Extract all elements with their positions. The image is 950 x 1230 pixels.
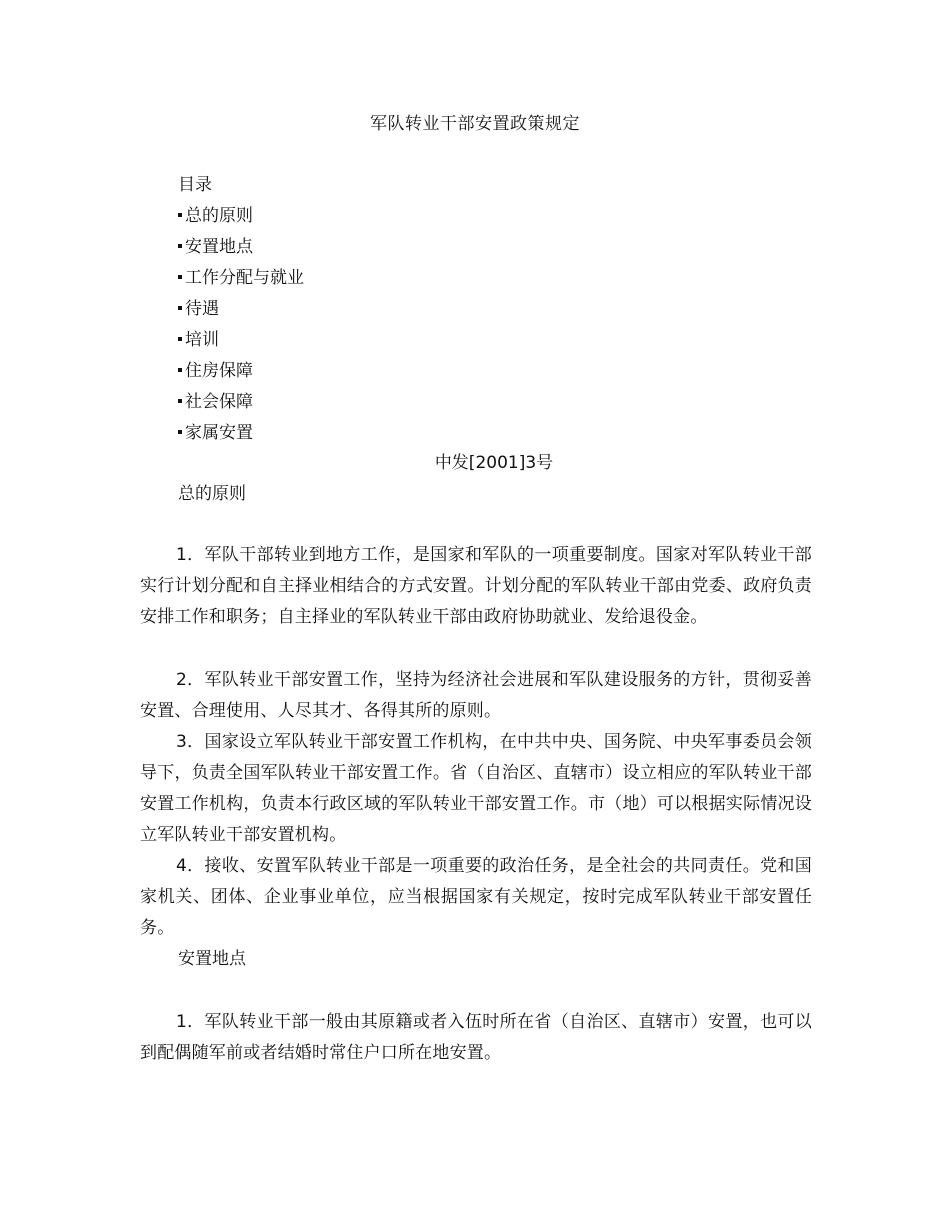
toc-item-label: 社会保障 xyxy=(185,392,253,412)
toc-item-location[interactable] xyxy=(178,232,578,263)
bullet-icon xyxy=(178,337,182,341)
bullet-icon xyxy=(178,306,182,310)
paragraph: 3．国家设立军队转业干部安置工作机构，在中共中央、国务院、中央军事委员会领导下，负责全国军队转业干部安置工作。省（自治区、直辖市）设立相应的军队转业干部安置工作机构，负责本行政区域的军队转业干部安置工作。市（地）可以根据实际情况设立军队转业干部安置机构。 xyxy=(140,732,812,845)
bullet-icon xyxy=(178,399,182,403)
toc-heading: 目录 xyxy=(178,175,212,195)
toc-item-label: 住房保障 xyxy=(185,361,253,381)
toc-item-label: 安置地点 xyxy=(185,237,253,257)
toc-item-label: 家属安置 xyxy=(185,423,253,443)
bullet-icon xyxy=(178,244,182,248)
bullet-icon xyxy=(178,275,182,279)
paragraph: 1．军队干部转业到地方工作，是国家和军队的一项重要制度。国家对军队转业干部实行计划分配和自主择业相结合的方式安置。计划分配的军队转业干部由党委、政府负责安排工作和职务；自主择业的军队转业干部由政府协助就业、发给退役金。 xyxy=(140,545,812,627)
paragraph: 4．接收、安置军队转业干部是一项重要的政治任务，是全社会的共同责任。党和国家机关、团体、企业事业单位，应当根据国家有关规定，按时完成军队转业干部安置任务。 xyxy=(140,856,812,938)
toc-item-housing[interactable] xyxy=(178,356,578,387)
toc-item-family[interactable] xyxy=(178,418,578,449)
toc-item-principles[interactable] xyxy=(178,201,578,232)
toc-item-employment[interactable] xyxy=(178,263,578,294)
toc-item-training[interactable] xyxy=(178,325,578,356)
bullet-icon xyxy=(178,430,182,434)
paragraph: 1．军队转业干部一般由其原籍或者入伍时所在省（自治区、直辖市）安置，也可以到配偶随军前或者结婚时常住户口所在地安置。 xyxy=(140,1012,812,1063)
toc-item-label: 工作分配与就业 xyxy=(185,268,304,288)
document-title: 军队转业干部安置政策规定 xyxy=(370,114,580,134)
toc-item-label: 待遇 xyxy=(185,299,219,319)
table-of-contents xyxy=(178,170,578,449)
section-heading-location: 安置地点 xyxy=(178,949,246,969)
toc-item-label: 总的原则 xyxy=(185,206,253,226)
toc-item-treatment[interactable] xyxy=(178,294,578,325)
paragraph: 2．军队转业干部安置工作，坚持为经济社会进展和军队建设服务的方针，贯彻妥善安置、合理使用、人尽其才、各得其所的原则。 xyxy=(140,670,812,721)
bullet-icon xyxy=(178,368,182,372)
section-heading-principles: 总的原则 xyxy=(178,484,246,504)
toc-item-label: 培训 xyxy=(185,330,219,350)
bullet-icon xyxy=(178,213,182,217)
toc-item-social-security[interactable] xyxy=(178,387,578,418)
document-number: 中发[2001]3号 xyxy=(434,453,554,473)
